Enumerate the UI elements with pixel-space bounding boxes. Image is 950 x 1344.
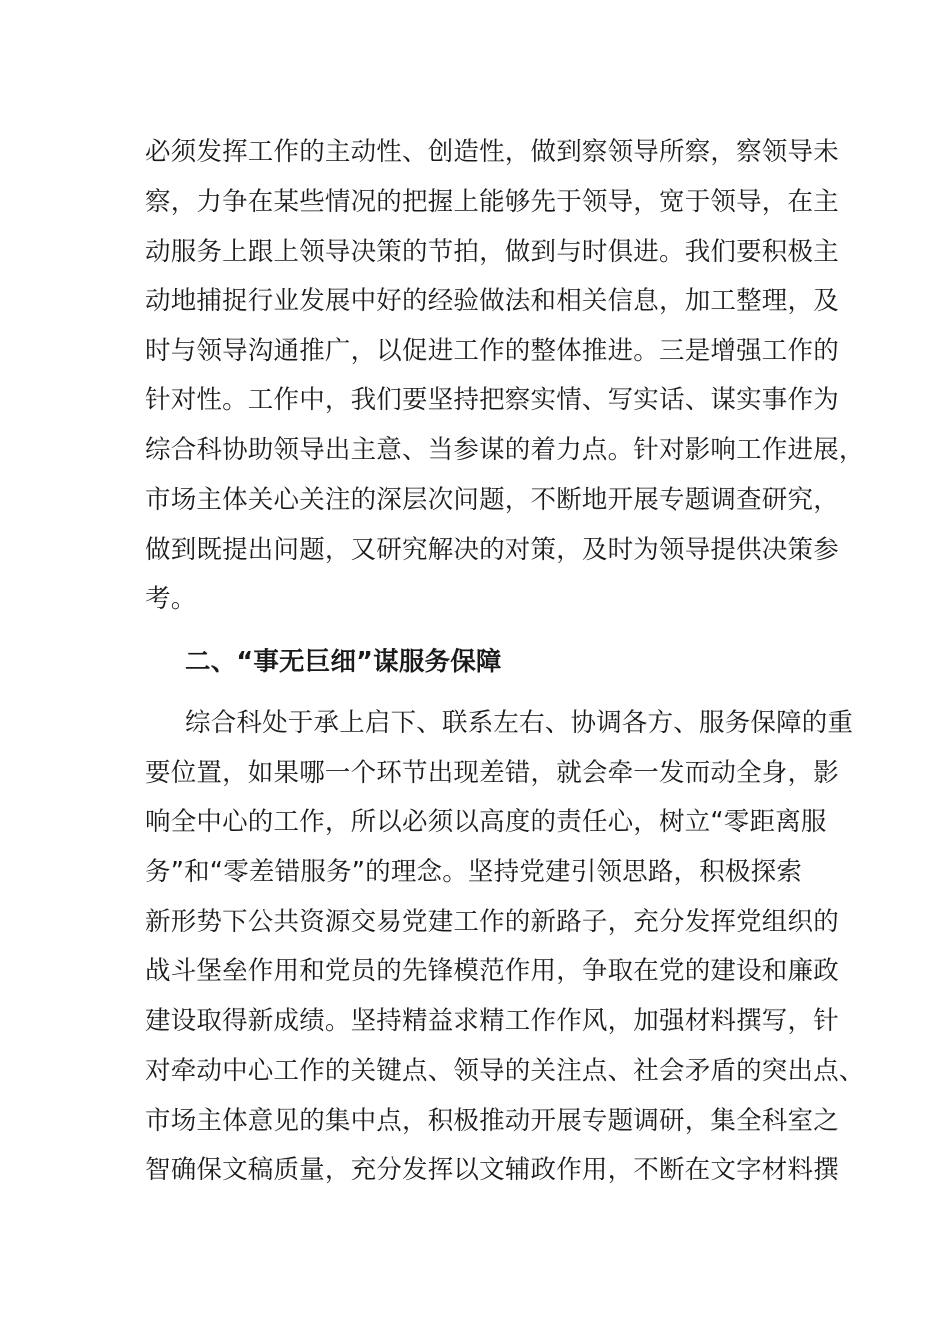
paragraph-2-line-5: 新形势下公共资源交易党建工作的新路子，充分发挥党组织的 [145,907,839,937]
paragraph-2-line-1: 综合科处于承上启下、联系左右、协调各方、服务保障的重 [185,708,854,738]
paragraph-2-line-10: 智确保文稿质量，充分发挥以文辅政作用，不断在文字材料撰 [145,1155,839,1185]
paragraph-2-line-3: 响全中心的工作，所以必须以高度的责任心，树立“零距离服 [145,807,827,837]
paragraph-2-line-8: 对牵动中心工作的关键点、领导的关注点、社会矛盾的突出点、 [145,1056,865,1086]
paragraph-1-line-8: 市场主体关心关注的深层次问题，不断地开展专题调查研究， [145,485,839,515]
paragraph-1-line-6: 针对性。工作中，我们要坚持把察实情、写实话、谋实事作为 [145,385,839,415]
paragraph-2-line-9: 市场主体意见的集中点，积极推动开展专题调研，集全科室之 [145,1106,839,1136]
paragraph-2-line-2: 要位置，如果哪一个环节出现差错，就会牵一发而动全身，影 [145,758,839,788]
paragraph-1-line-3: 动服务上跟上领导决策的节拍，做到与时俱进。我们要积极主 [145,237,839,267]
paragraph-1-line-2: 察，力争在某些情况的把握上能够先于领导，宽于领导，在主 [145,187,839,217]
paragraph-1-line-9: 做到既提出问题，又研究解决的对策，及时为领导提供决策参 [145,535,839,565]
paragraph-1-line-5: 时与领导沟通推广，以促进工作的整体推进。三是增强工作的 [145,336,839,366]
paragraph-2-line-7: 建设取得新成绩。坚持精益求精工作作风，加强材料撰写，针 [145,1006,839,1036]
paragraph-1-line-7: 综合科协助领导出主意、当参谋的着力点。针对影响工作进展， [145,435,865,465]
paragraph-2-line-4: 务”和“零差错服务”的理念。坚持党建引领思路，积极探索 [145,857,803,887]
paragraph-1-line-1: 必须发挥工作的主动性、创造性，做到察领导所察，察领导未 [145,137,839,167]
section-heading: 二、“事无巨细”谋服务保障 [185,647,502,677]
paragraph-2-line-6: 战斗堡垒作用和党员的先锋模范作用，争取在党的建设和廉政 [145,956,839,986]
paragraph-1-line-4: 动地捕捉行业发展中好的经验做法和相关信息，加工整理，及 [145,286,839,316]
paragraph-1-line-10: 考。 [145,584,197,614]
